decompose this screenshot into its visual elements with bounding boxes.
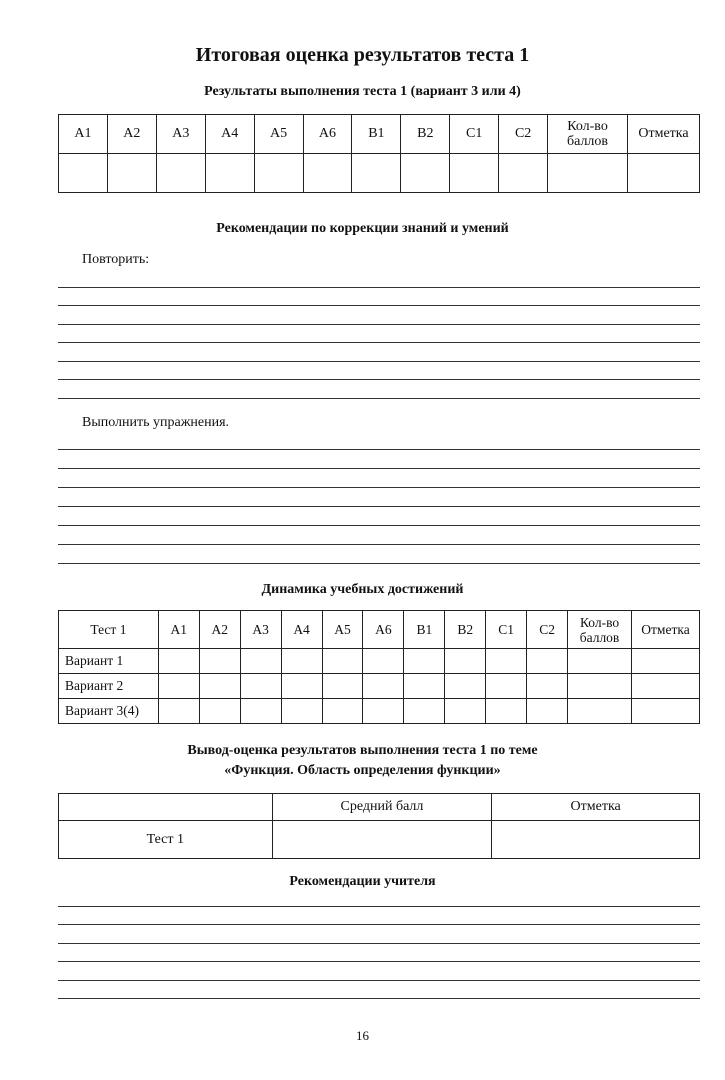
results-heading: Результаты выполнения теста 1 (вариант 3 или 4): [204, 84, 521, 99]
exercises-line[interactable]: [58, 506, 700, 507]
col-mark: Отметка: [492, 794, 700, 821]
col-mark: Отметка: [632, 611, 700, 649]
row-label: Вариант 1: [59, 649, 159, 674]
exercises-line[interactable]: [58, 468, 700, 469]
cell-score[interactable]: [548, 154, 628, 193]
cell-a6[interactable]: [303, 154, 352, 193]
col-a5: A5: [254, 115, 303, 154]
table-row: [59, 649, 700, 674]
col-a1: A1: [59, 115, 108, 154]
exercises-line[interactable]: [58, 544, 700, 545]
repeat-line[interactable]: [58, 342, 700, 343]
cell-a1[interactable]: [59, 154, 108, 193]
col-c1: C1: [450, 115, 499, 154]
dynamics-heading: Динамика учебных достижений: [261, 582, 464, 597]
cell-mark[interactable]: [627, 154, 699, 193]
col-a3: A3: [156, 115, 205, 154]
cell-mark[interactable]: [492, 821, 700, 859]
col-b1: B1: [404, 611, 445, 649]
repeat-line[interactable]: [58, 398, 700, 399]
col-a2: A2: [107, 115, 156, 154]
exercises-line[interactable]: [58, 525, 700, 526]
results-table: [58, 114, 700, 193]
exercises-label: Выполнить упражнения.: [82, 415, 230, 430]
row-label: Вариант 3(4): [59, 699, 159, 724]
dynamics-header-row: [59, 611, 700, 649]
col-c2: C2: [527, 611, 568, 649]
col-b1: B1: [352, 115, 401, 154]
page-number: 16: [356, 1028, 369, 1043]
exercises-line[interactable]: [58, 563, 700, 564]
teacher-recommendations-heading: Рекомендации учителя: [289, 874, 436, 889]
recommendation-line[interactable]: [58, 906, 700, 907]
table-row: [59, 699, 700, 724]
recommendation-line[interactable]: [58, 998, 700, 999]
conclusion-table: [58, 793, 700, 859]
conclusion-header-row: [59, 794, 700, 821]
col-a5: A5: [322, 611, 363, 649]
cell-a4[interactable]: [205, 154, 254, 193]
repeat-line[interactable]: [58, 287, 700, 288]
col-b2: B2: [401, 115, 450, 154]
recommendation-line[interactable]: [58, 980, 700, 981]
row-label: Тест 1: [59, 821, 273, 859]
conclusion-row: [59, 821, 700, 859]
col-a6: A6: [363, 611, 404, 649]
cell-c2[interactable]: [499, 154, 548, 193]
repeat-label: Повторить:: [82, 252, 150, 267]
repeat-line[interactable]: [58, 361, 700, 362]
col-a2: A2: [199, 611, 240, 649]
repeat-line[interactable]: [58, 305, 700, 306]
cell-a5[interactable]: [254, 154, 303, 193]
col-c2: C2: [499, 115, 548, 154]
col-score: Кол-во баллов: [568, 611, 632, 649]
cell-a2[interactable]: [107, 154, 156, 193]
cell-c1[interactable]: [450, 154, 499, 193]
page-title: Итоговая оценка результатов теста 1: [195, 44, 530, 66]
col-a6: A6: [303, 115, 352, 154]
repeat-line[interactable]: [58, 324, 700, 325]
dynamics-table: [58, 610, 700, 724]
recommendation-line[interactable]: [58, 943, 700, 944]
repeat-line[interactable]: [58, 379, 700, 380]
exercises-line[interactable]: [58, 487, 700, 488]
col-a1: A1: [158, 611, 199, 649]
correction-heading: Рекомендации по коррекции знаний и умений: [216, 221, 509, 236]
col-mark: Отметка: [627, 115, 699, 154]
col-average: Средний балл: [272, 794, 492, 821]
conclusion-heading-line2: «Функция. Область определения функции»: [224, 763, 501, 778]
cell-b1[interactable]: [352, 154, 401, 193]
row-label: Вариант 2: [59, 674, 159, 699]
col-a4: A4: [205, 115, 254, 154]
cell-b2[interactable]: [401, 154, 450, 193]
col-test: Тест 1: [59, 611, 159, 649]
results-header-row: [59, 115, 700, 154]
col-b2: B2: [445, 611, 486, 649]
col-score: Кол-во баллов: [548, 115, 628, 154]
recommendation-line[interactable]: [58, 924, 700, 925]
exercises-line[interactable]: [58, 449, 700, 450]
empty-header-cell: [59, 794, 273, 821]
results-entry-row: [59, 154, 700, 193]
col-c1: C1: [486, 611, 527, 649]
col-a3: A3: [240, 611, 281, 649]
conclusion-heading-line1: Вывод-оценка результатов выполнения теста 1 по теме: [187, 743, 538, 758]
cell-a3[interactable]: [156, 154, 205, 193]
recommendation-line[interactable]: [58, 961, 700, 962]
cell-average[interactable]: [272, 821, 492, 859]
col-a4: A4: [281, 611, 322, 649]
table-row: [59, 674, 700, 699]
